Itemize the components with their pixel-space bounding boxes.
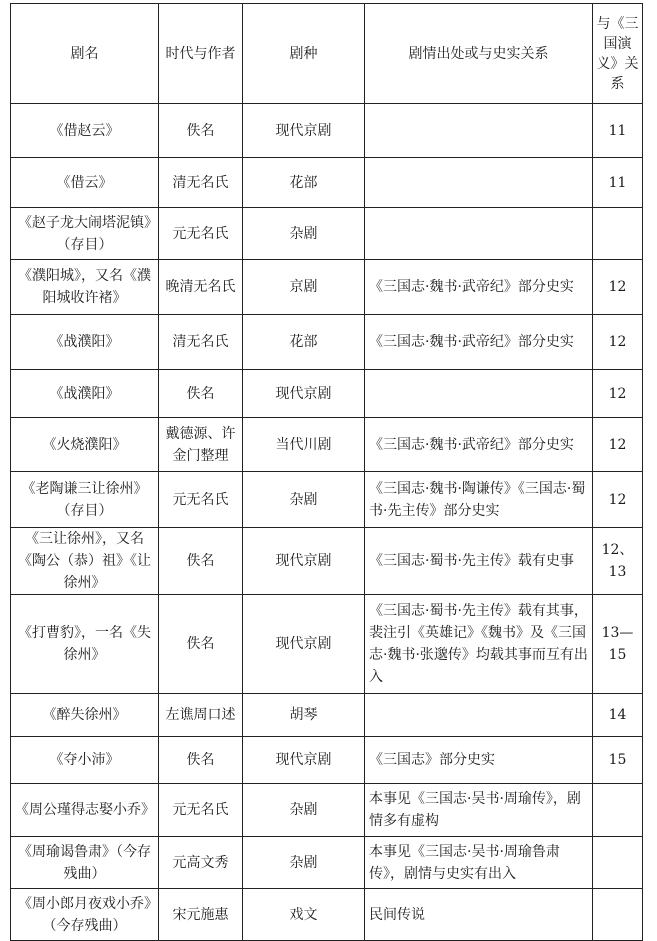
- cell-title: 《三让徐州》，又名《陶公（恭）祖》《让徐州》: [11, 528, 159, 595]
- table-header: [11, 4, 643, 104]
- cell-relation: 12、13: [593, 528, 643, 595]
- cell-relation: 12: [593, 472, 643, 528]
- table-row: [11, 528, 643, 595]
- table-row: [11, 370, 643, 418]
- cell-source: 《三国志·魏书·武帝纪》部分史实: [365, 418, 593, 472]
- cell-source: 《三国志·蜀书·先主传》载有史事: [365, 528, 593, 595]
- cell-author: 戴德源、许金门整理: [159, 418, 243, 472]
- header-relation: 与《三国演义》关系: [593, 4, 643, 104]
- cell-relation: 12: [593, 260, 643, 315]
- cell-source: [365, 158, 593, 208]
- header-genre: 剧种: [243, 4, 365, 104]
- cell-source: 本事见《三国志·吴书·周瑜传》，剧情多有虚构: [365, 784, 593, 837]
- header-source: 剧情出处或与史实关系: [365, 4, 593, 104]
- table-row: [11, 472, 643, 528]
- cell-relation: [593, 784, 643, 837]
- cell-title: 《老陶谦三让徐州》（存目）: [11, 472, 159, 528]
- cell-source: [365, 370, 593, 418]
- cell-relation: 14: [593, 694, 643, 737]
- cell-genre: 胡琴: [243, 694, 365, 737]
- table-row: [11, 418, 643, 472]
- cell-relation: 13—15: [593, 595, 643, 694]
- cell-relation: 12: [593, 418, 643, 472]
- cell-title: 《借云》: [11, 158, 159, 208]
- cell-genre: 现代京剧: [243, 737, 365, 784]
- table-row: [11, 158, 643, 208]
- cell-genre: 杂剧: [243, 784, 365, 837]
- cell-source: 《三国志·蜀书·先主传》载有其事，裴注引《英雄记》《魏书》及《三国志·魏书·张邈传》均载其事而互有出入: [365, 595, 593, 694]
- header-row: [11, 4, 643, 104]
- cell-title: 《周瑜谒鲁肃》（今存残曲）: [11, 837, 159, 889]
- cell-author: 元高文秀: [159, 837, 243, 889]
- cell-author: 佚名: [159, 595, 243, 694]
- cell-relation: [593, 889, 643, 941]
- cell-title: 《赵子龙大闹塔泥镇》（存目）: [11, 208, 159, 260]
- cell-title: 《醉失徐州》: [11, 694, 159, 737]
- cell-author: 宋元施惠: [159, 889, 243, 941]
- cell-title: 《借赵云》: [11, 104, 159, 158]
- cell-title: 《火烧濮阳》: [11, 418, 159, 472]
- cell-source: [365, 104, 593, 158]
- cell-source: 《三国志》部分史实: [365, 737, 593, 784]
- cell-genre: 杂剧: [243, 837, 365, 889]
- table-row: [11, 208, 643, 260]
- cell-author: 清无名氏: [159, 315, 243, 370]
- cell-genre: 现代京剧: [243, 370, 365, 418]
- table-row: [11, 737, 643, 784]
- table-row: [11, 889, 643, 941]
- cell-relation: 12: [593, 370, 643, 418]
- cell-source: 本事见《三国志·吴书·周瑜鲁肃传》，剧情与史实有出入: [365, 837, 593, 889]
- cell-genre: 杂剧: [243, 208, 365, 260]
- cell-relation: 12: [593, 315, 643, 370]
- table-row: [11, 260, 643, 315]
- cell-title: 《战濮阳》: [11, 315, 159, 370]
- cell-title: 《战濮阳》: [11, 370, 159, 418]
- table-row: [11, 315, 643, 370]
- cell-source: [365, 208, 593, 260]
- table-row: [11, 694, 643, 737]
- cell-author: 晚清无名氏: [159, 260, 243, 315]
- cell-genre: 当代川剧: [243, 418, 365, 472]
- cell-genre: 现代京剧: [243, 104, 365, 158]
- cell-author: 清无名氏: [159, 158, 243, 208]
- cell-relation: 15: [593, 737, 643, 784]
- cell-source: 民间传说: [365, 889, 593, 941]
- opera-table: [10, 3, 643, 941]
- cell-relation: [593, 208, 643, 260]
- cell-author: 左谯周口述: [159, 694, 243, 737]
- cell-title: 《打曹豹》，一名《失徐州》: [11, 595, 159, 694]
- table-row: [11, 784, 643, 837]
- cell-genre: 现代京剧: [243, 595, 365, 694]
- header-author: 时代与作者: [159, 4, 243, 104]
- cell-relation: 11: [593, 158, 643, 208]
- cell-author: 元无名氏: [159, 472, 243, 528]
- cell-author: 佚名: [159, 737, 243, 784]
- cell-relation: [593, 837, 643, 889]
- table-row: [11, 595, 643, 694]
- header-title: 剧名: [11, 4, 159, 104]
- cell-genre: 现代京剧: [243, 528, 365, 595]
- table-row: [11, 104, 643, 158]
- cell-genre: 京剧: [243, 260, 365, 315]
- cell-genre: 花部: [243, 158, 365, 208]
- cell-author: 佚名: [159, 528, 243, 595]
- cell-title: 《夺小沛》: [11, 737, 159, 784]
- cell-genre: 杂剧: [243, 472, 365, 528]
- cell-source: [365, 694, 593, 737]
- cell-genre: 戏文: [243, 889, 365, 941]
- cell-title: 《周公瑾得志娶小乔》: [11, 784, 159, 837]
- table-body: [11, 104, 643, 941]
- table-row: [11, 837, 643, 889]
- cell-author: 元无名氏: [159, 208, 243, 260]
- cell-source: 《三国志·魏书·武帝纪》部分史实: [365, 315, 593, 370]
- cell-genre: 花部: [243, 315, 365, 370]
- cell-title: 《濮阳城》，又名《濮阳城收许褚》: [11, 260, 159, 315]
- cell-author: 佚名: [159, 104, 243, 158]
- cell-source: 《三国志·魏书·武帝纪》部分史实: [365, 260, 593, 315]
- cell-title: 《周小郎月夜戏小乔》（今存残曲）: [11, 889, 159, 941]
- cell-author: 佚名: [159, 370, 243, 418]
- cell-source: 《三国志·魏书·陶谦传》《三国志·蜀书·先主传》部分史实: [365, 472, 593, 528]
- cell-relation: 11: [593, 104, 643, 158]
- cell-author: 元无名氏: [159, 784, 243, 837]
